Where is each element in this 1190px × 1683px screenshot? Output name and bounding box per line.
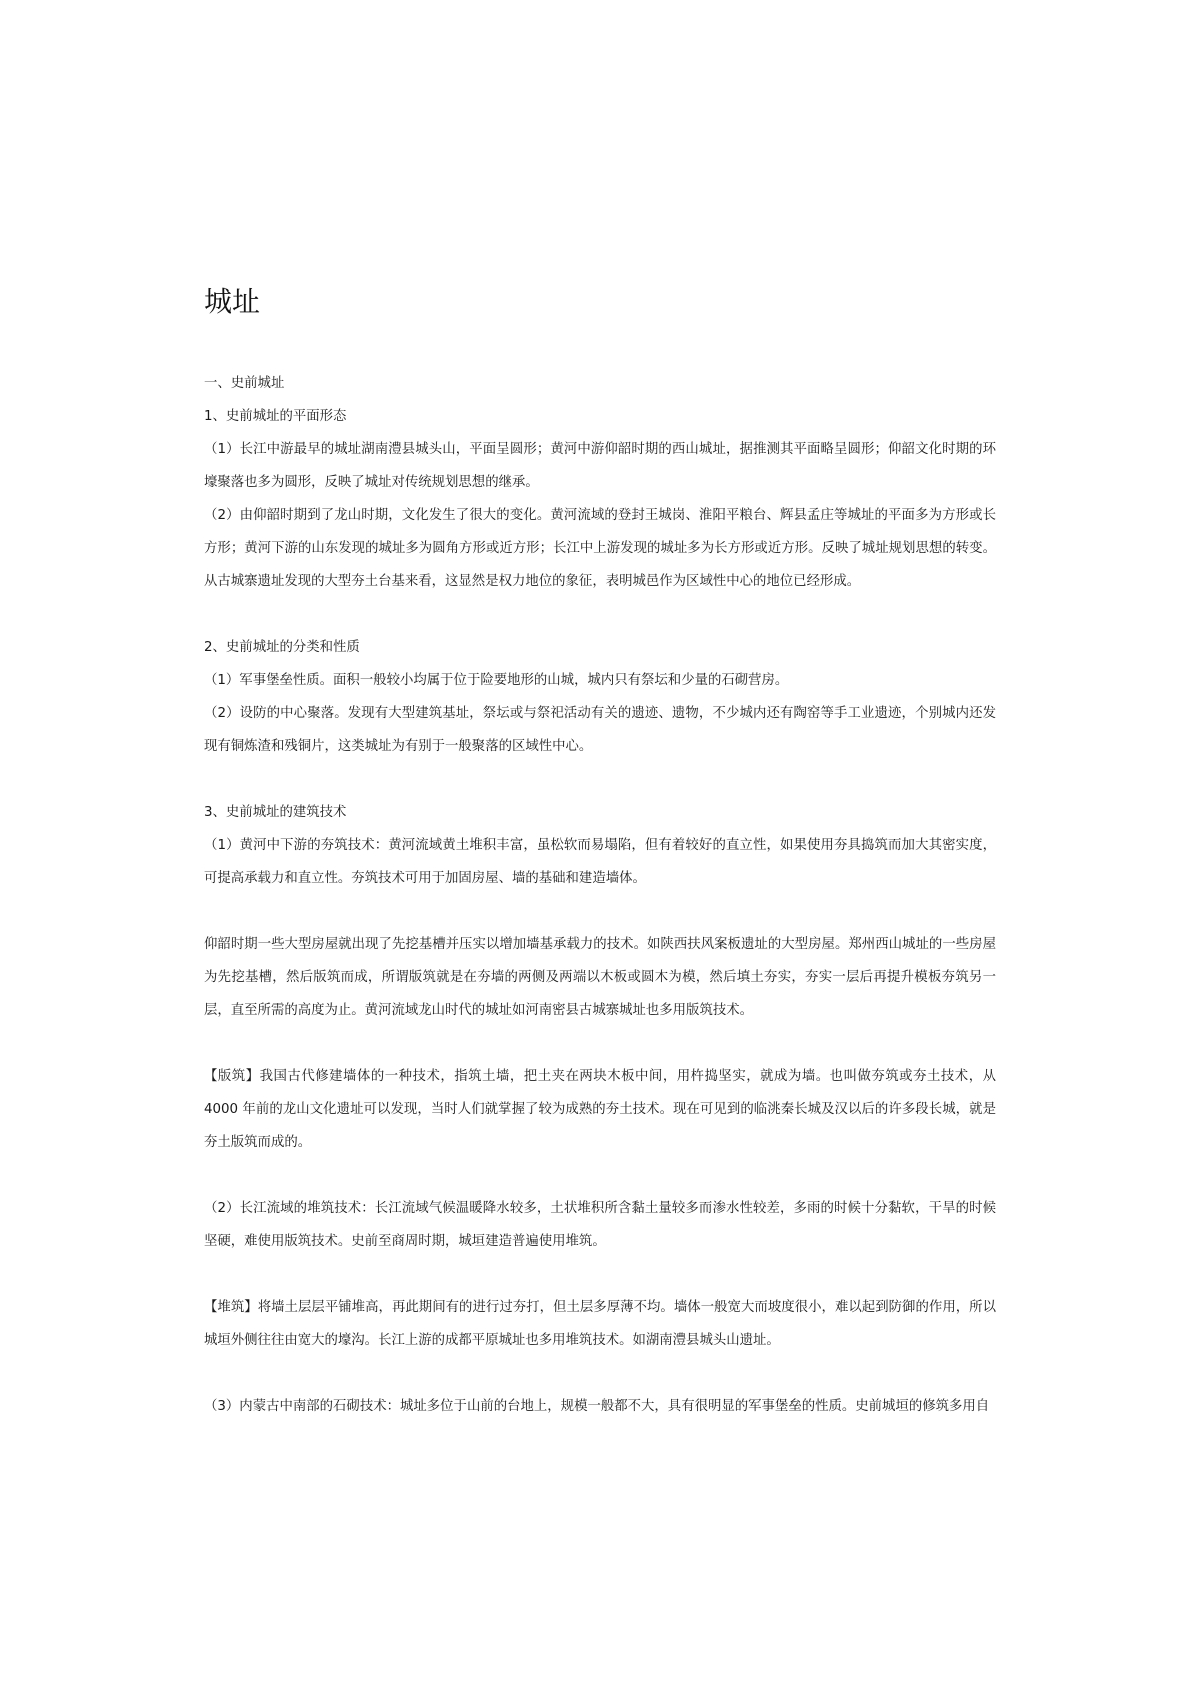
paragraph-classification-2: （2）设防的中心聚落。发现有大型建筑基址，祭坛或与祭祀活动有关的遗迹、遗物，不少城内还有陶窑等手工业遗迹，个别城内还发现有铜炼渣和残铜片，这类城址为有别于一般聚落的区域性中心。 <box>204 706 996 754</box>
paragraph-plan-form-1: （1）长江中游最早的城址湖南澧县城头山，平面呈圆形；黄河中游仰韶时期的西山城址，据推测其平面略呈圆形；仰韶文化时期的环壕聚落也多为圆形，反映了城址对传统规划思想的继承。 <box>204 442 996 490</box>
subsection-heading-plan-form: 1、史前城址的平面形态 <box>204 409 347 424</box>
section-heading-prehistoric-cities: 一、史前城址 <box>204 376 285 391</box>
paragraph-stone-masonry-technique: （3）内蒙古中南部的石砌技术：城址多位于山前的台地上，规模一般都不大，具有很明显的军事堡垒的性质。史前城垣的修筑多用自 <box>204 1399 990 1414</box>
document-body <box>204 367 996 1423</box>
paragraph-yangshao-houses: 仰韶时期一些大型房屋就出现了先挖基槽并压实以增加墙基承载力的技术。如陕西扶风案板遗址的大型房屋。郑州西山城址的一些房屋为先挖基槽，然后版筑而成，所谓版筑就是在夯墙的两侧及两端以木板或圆木为模，然后填土夯实，夯实一层后再提升模板夯筑另一层，直至所需的高度为止。黄河流域龙山时代的城址如河南密县古城寨城址也多用版筑技术。 <box>204 937 996 1018</box>
definition-duizhu: 【堆筑】将墙土层层平铺堆高，再此期间有的进行过夯打，但土层多厚薄不均。墙体一般宽大而坡度很小，难以起到防御的作用，所以城垣外侧往往由宽大的壕沟。长江上游的成都平原城址也多用堆筑技术。如湖南澧县城头山遗址。 <box>204 1300 996 1348</box>
subsection-heading-classification: 2、史前城址的分类和性质 <box>204 640 360 655</box>
page-title: 城址 <box>204 285 261 318</box>
subsection-heading-building-technique: 3、史前城址的建筑技术 <box>204 805 347 820</box>
paragraph-rammed-earth-technique: （1）黄河中下游的夯筑技术：黄河流域黄土堆积丰富，虽松软而易塌陷，但有着较好的直立性，如果使用夯具捣筑而加大其密实度，可提高承载力和直立性。夯筑技术可用于加固房屋、墙的基础和建造墙体。 <box>204 838 996 886</box>
paragraph-classification-1: （1）军事堡垒性质。面积一般较小均属于位于险要地形的山城，城内只有祭坛和少量的石砌营房。 <box>204 673 789 688</box>
paragraph-plan-form-2: （2）由仰韶时期到了龙山时期，文化发生了很大的变化。黄河流域的登封王城岗、淮阳平粮台、辉县孟庄等城址的平面多为方形或长方形；黄河下游的山东发现的城址多为圆角方形或近方形；长江中上游发现的城址多为长方形或近方形。反映了城址规划思想的转变。从古城寨遗址发现的大型夯土台基来看，这显然是权力地位的象征，表明城邑作为区域性中心的地位已经形成。 <box>204 508 996 589</box>
paragraph-yangtze-piling-technique: （2）长江流域的堆筑技术：长江流域气候温暖降水较多，土状堆积所含黏土量较多而渗水性较差，多雨的时候十分黏软，干旱的时候坚硬，难使用版筑技术。史前至商周时期，城垣建造普遍使用堆筑。 <box>204 1201 996 1249</box>
definition-banzhu: 【版筑】我国古代修建墙体的一种技术，指筑土墙，把土夹在两块木板中间，用杵捣坚实，就成为墙。也叫做夯筑或夯土技术，从 4000 年前的龙山文化遗址可以发现，当时人们就掌握了较为成熟的夯土技术。现在可见到的临洮秦长城及汉以后的许多段长城，就是夯土版筑而成的。 <box>204 1069 996 1150</box>
